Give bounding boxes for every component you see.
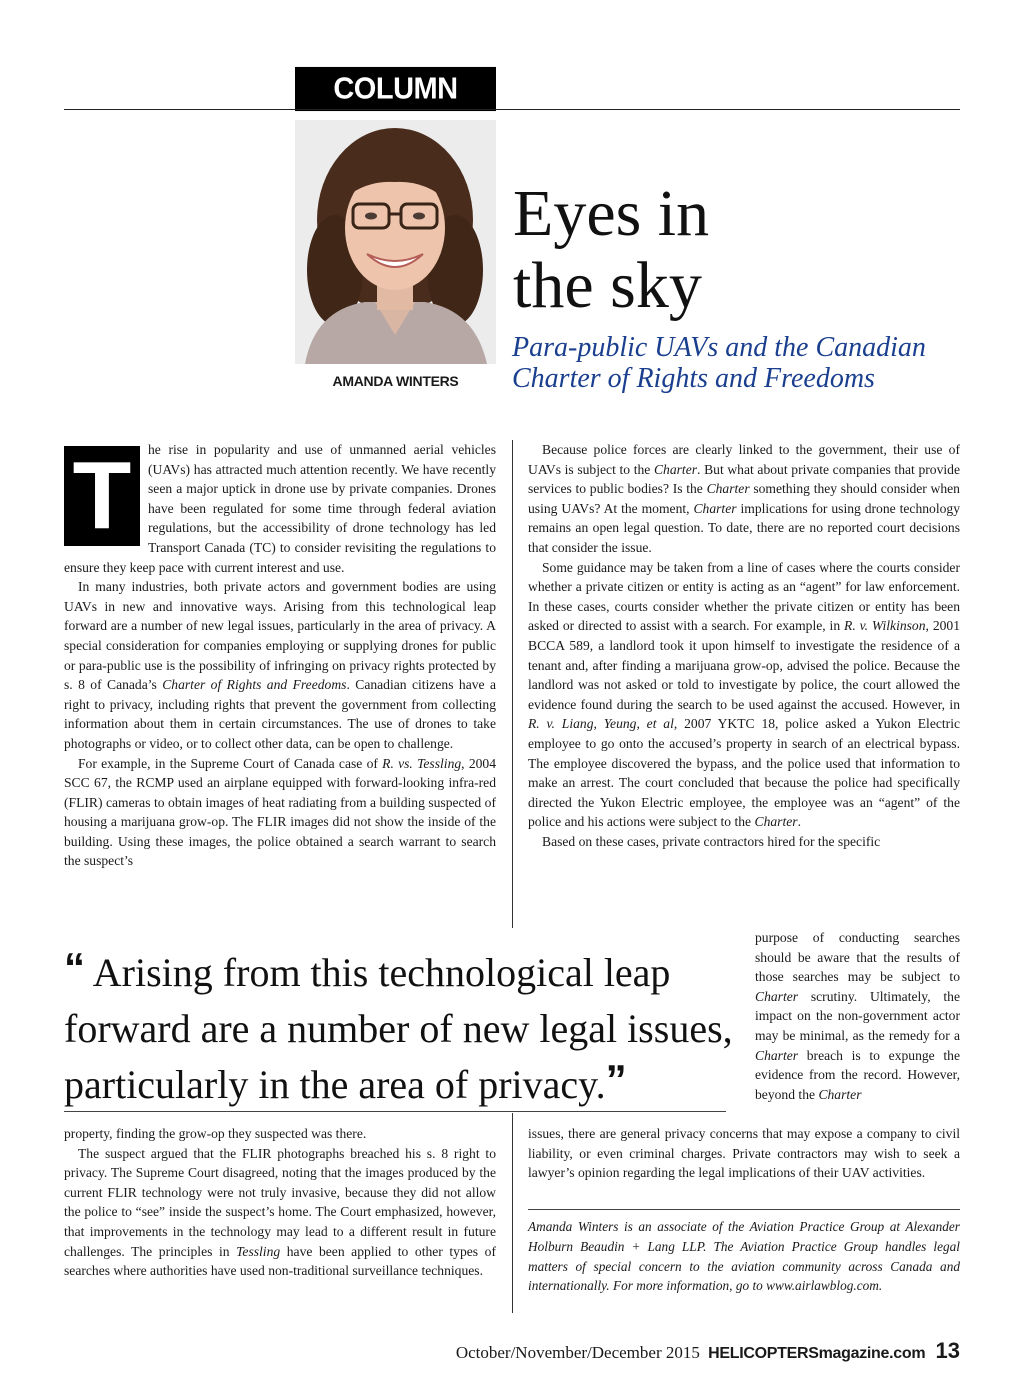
drop-cap: T <box>64 446 140 546</box>
paragraph: property, finding the grow-op they suspected was there. <box>64 1126 367 1141</box>
body-right-top <box>528 440 960 851</box>
column-divider <box>512 1113 513 1313</box>
column-divider <box>512 440 513 928</box>
issue-date: October/November/December 2015 <box>455 1343 700 1362</box>
pull-quote-rule <box>64 1111 726 1112</box>
bio-rule <box>528 1209 960 1210</box>
title-line-2: the sky <box>513 249 702 322</box>
article-subtitle <box>512 332 962 394</box>
author-bio: Amanda Winters is an associate of the Aviation Practice Group at Alexander Holburn Beaudin + Lang LLP. The Aviation Practice Group handles legal matters of special concern to the aviation community across Canada and internationally. For more information, go to www.airlawblog.com. <box>528 1219 960 1294</box>
section-label: COLUMN <box>295 67 496 111</box>
title-line-1: Eyes in <box>513 177 710 250</box>
subtitle-line-1: Para-public UAVs and the Canadian <box>512 332 926 363</box>
paragraph: issues, there are general privacy concerns that may expose a company to civil liability, or even criminal charges. Private contractors may wish to seek a lawyer’s opinion regarding the legal implications of their UAV activities. <box>528 1126 960 1181</box>
article-title <box>513 178 943 322</box>
subtitle-line-2: Charter of Rights and Freedoms <box>512 363 875 394</box>
author-byline: AMANDA WINTERS <box>332 373 459 389</box>
paragraph: The suspect argued that the FLIR photographs breached his s. 8 right to privacy. The Supreme Court disagreed, noting that the images produced by the current FLIR technology were not truly invasive, because they did not allow the police to “see” inside the suspect’s home. The Court emphasized, however, that improvements in the technology may lead to a different result in future challenges. The principles in Tessling have been applied to other types of searches where authorities have used non-traditional surveillance techniques. <box>64 1145 496 1279</box>
body-left-top <box>64 440 496 871</box>
close-quote-mark: ” <box>605 1056 627 1103</box>
paragraph: Because police forces are clearly linked to the government, their use of UAVs is subject to the Charter. But what about private companies that provide services to public bodies? Is the Charter something they should consider when using UAVs? At the moment, Charter implications for using drone technology remains an open legal question. To date, there are no reported court decisions that consider the issue. <box>528 442 961 555</box>
paragraph: Some guidance may be taken from a line of cases where the courts consider whether a private citizen or entity is acting as an “agent” for law enforcement. In these cases, courts consider whether the private citizen or entity has been asked or directed to assist with a search. For example, in R. v. Wilkinson, 2001 BCCA 589, a landlord took it upon himself to investigate the residence of a tenant and, after finding a marijuana grow-op, advised the police. Because the landlord was not asked or told to investigate by police, the court allowed the evidence found during the search to be used against the accused. However, in R. v. Liang, Yeung, et al, 2007 YKTC 18, police asked a Yukon Electric employee to go onto the accused’s property in search of an electrical bypass. The employee discovered the bypass, and the police used that information to make an arrest. The court concluded that because the police had specifically directed the Yukon Electric employee, the employee was an “agent” of the police and his actions were subject to the Charter. <box>528 559 961 830</box>
page-footer <box>456 1338 960 1364</box>
body-right-mid <box>755 928 960 1104</box>
body-right-bottom <box>528 1124 960 1183</box>
pull-quote-text: Arising from this technological leap forward are a number of new legal issues, particularly in the area of privacy. <box>64 950 733 1107</box>
pull-quote <box>64 945 744 1113</box>
open-quote-mark: “ <box>64 944 85 991</box>
paragraph: In many industries, both private actors and government bodies are using UAVs in new and innovative ways. Arising from this technological leap forward are a number of new legal issues, particularly in the area of privacy. A special consideration for companies employing or supplying drones for public or para-public use is the possibility of infringing on privacy rights protected by s. 8 of Canada’s Charter of Rights and Freedoms. Canadian citizens have a right to privacy, including rights that prevent the government from collecting information about them in certain circumstances. The use of drones to take photographs or video, or to collect other data, can be open to challenge. <box>64 579 496 751</box>
paragraph: For example, in the Supreme Court of Canada case of R. vs. Tessling, 2004 SCC 67, the RCMP used an airplane equipped with forward-looking infra-red (FLIR) cameras to obtain images of heat radiating from a building suspected of housing a marijuana grow-op. The FLIR images did not show the inside of the building. Using these images, the police obtained a search warrant to search the suspect’s <box>64 755 497 869</box>
body-left-bottom <box>64 1124 496 1281</box>
paragraph: Based on these cases, private contractors hired for the specific <box>542 833 881 849</box>
magazine-name: HELICOPTERSmagazine.com <box>708 1345 926 1362</box>
header-rule <box>64 109 960 110</box>
page-number: 13 <box>935 1338 960 1363</box>
paragraph: he rise in popularity and use of unmanned aerial vehicles (UAVs) has attracted much attention recently. We have recently seen a major uptick in drone use by private companies. Drones have been regulated for some time through federal aviation regulations, but the accessibility of drone technology has led Transport Canada (TC) to consider revisiting the regulations to ensure they keep pace with current interest and use. <box>64 442 496 575</box>
paragraph: purpose of conducting searches should be aware that the results of those searches may be subject to Charter scrutiny. Ultimately, the impact on the non-government actor may be minimal, as the remedy for a Charter breach is to expunge the evidence from the record. However, beyond the Charter <box>755 930 960 1102</box>
author-photo <box>295 120 496 364</box>
